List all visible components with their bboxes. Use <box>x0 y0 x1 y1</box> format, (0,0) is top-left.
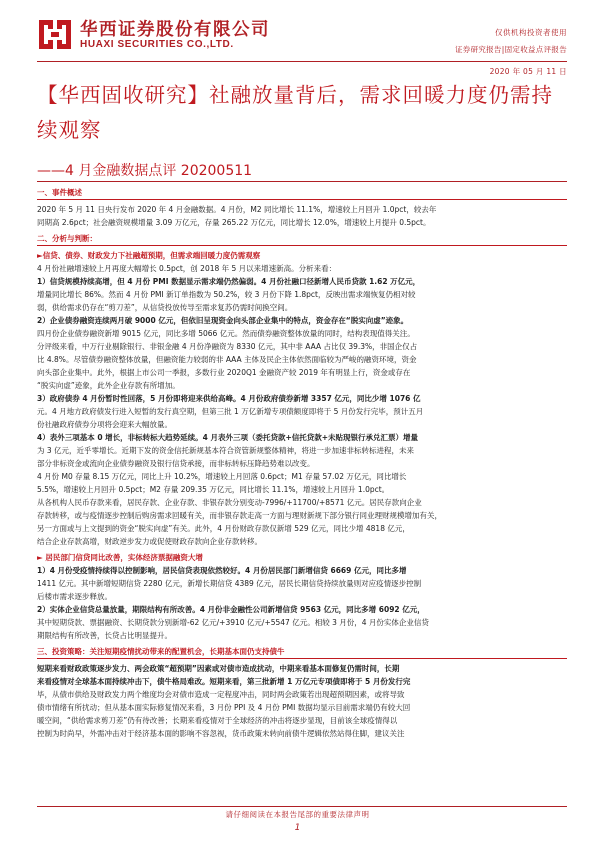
paragraph-line: 4 月份 M0 存量 8.15 万亿元，同比上升 10.2%，增速较上月回落 0.6pct；M1 存量 57.02 万亿元，同比增长 <box>37 472 407 481</box>
paragraph-line: 后楼市需求逐步释放。 <box>37 592 112 601</box>
paragraph-line: 同期高 2.6pct；社会融资规模增量 3.09 万亿元，存量 265.22 万亿元，同比增长 12.0%，增速较上月提升 0.5pct。 <box>37 218 431 227</box>
huaxi-logo-icon <box>37 16 73 52</box>
paragraph-line: 控制为时尚早，外需冲击对于经济基本面的影响不容忽视，货币政策未转向前债牛逻辑依然站得住脚，建议关注 <box>37 729 405 738</box>
paragraph-line: 3）政府债券 4 月份暂时性回落，5 月份即将迎来供给高峰。4 月份政府债券新增 3357 亿元，同比少增 1076 亿 <box>37 394 421 403</box>
company-name-en: HUAXI SECURITIES CO.,LTD. <box>80 39 234 50</box>
paragraph-line: 短期来看财政政策逐步发力、两会政策“超预期”因素或对债市造成扰动，中期来看基本面修复仍需时间，长期 <box>37 664 400 673</box>
paragraph-line: 从各机构人民币存款来看，居民存款、企业存款、非银存款分别变动-7996/+11700/+8571 亿元。居民存款向企业 <box>37 498 422 507</box>
paragraph-line: 1）信贷规模持续高增，但 4 月份 PMI 数据显示需求端仍然偏弱。4 月份社融口径新增人民币贷款 1.62 万亿元， <box>37 277 421 286</box>
paragraph-line: 弱，供给需求仍存在“剪刀差”，从信贷投放传导至需求复苏仍需时间换空间。 <box>37 303 293 312</box>
paragraph-line: 5.5%，增速较上月回升 0.5pct；M2 存量 209.35 万亿元，同比增长 11.1%，增速较上月回升 1.0pct。 <box>37 485 390 494</box>
paragraph-line: 期限结构有所改善，长贷占比明显提升。 <box>37 631 172 640</box>
paragraph-line: 来看疫情对全球基本面持续冲击下，债牛格局难改。短期来看，第三批新增 1 万亿元专项债即将于 5 月份发行完 <box>37 677 411 686</box>
paragraph-line: 分评级来看，中万行业剔除银行、非银金融 4 月份净融资为 8330 亿元，其中非 AAA 占比仅 39.3%，非国企仅占 <box>37 342 418 351</box>
paragraph-line: 毕，从债市供给及财政发力两个维度均会对债市造成一定程度冲击，同时两会政策若出现超预期因素，或将导致 <box>37 690 405 699</box>
subsection-heading: ►信贷、债券、财政发力下社融超预期，但需求端回暖力度仍需观察 <box>37 251 261 260</box>
paragraph-line: 4）表外三项基本 0 增长，非标转标大趋势延续。4 月表外三项（委托贷款+信托贷款+未贴现银行承兑汇票）增量 <box>37 433 419 442</box>
paragraph-line: 2020 年 5 月 11 日央行发布 2020 年 4 月金融数据。4 月份，M2 同比增长 11.1%，增速较上月回升 1.0pct，较去年 <box>37 205 437 214</box>
report-title: 【华西固收研究】社融放量背后，需求回暖力度仍需持续观察 <box>37 83 553 142</box>
paragraph-line: 另一方面或与上文提到的资金“脱实向虚”有关。此外，4 月份财政存款仅新增 529 亿元，同比少增 4818 亿元， <box>37 524 410 533</box>
audience-note: 仅供机构投资者使用 <box>495 28 567 37</box>
paragraph-line: 暖空间，“供给需求剪刀差”仍有待改善；长期来看疫情对于全球经济的冲击将逐步显现，目前该全球疫情得以 <box>37 716 398 725</box>
header-divider <box>37 61 567 62</box>
footer-divider <box>37 806 567 807</box>
paragraph-line: 4 月份社融增速较上月再度大幅增长 0.5pct，创 2018 年 5 月以来增速新高。分析来看： <box>37 264 337 273</box>
paragraph-line: 2）实体企业信贷总量放量，期限结构有所改善。4 月份非金融性公司新增信贷 9563 亿元，同比多增 6092 亿元， <box>37 605 425 614</box>
section-heading-3: 三、投资策略：关注短期疫情扰动带来的配置机会，长期基本面仍支持债牛 <box>37 645 567 659</box>
report-type: 证券研究报告|固定收益点评报告 <box>454 45 567 54</box>
paragraph-line: 其中短期贷款、票据融资、长期贷款分别新增-62 亿元/+3910 亿元/+5547 亿元。相较 3 月份，4 月份实体企业信贷 <box>37 618 429 627</box>
paragraph-line: 向头部企业集中。此外，根据上市公司一季报，多数行业 2020Q1 金融资产较 2019 年有明显上行，资金或存在 <box>37 368 411 377</box>
report-body <box>37 186 567 740</box>
paragraph-line: 部分非标资金或流向企业债券融资及银行信贷承接，而非标转标压降趋势难以改变。 <box>37 459 315 468</box>
paragraph-line: 1）4 月份受疫情持续得以控制影响，居民信贷表现依然较好。4 月份居民部门新增信贷 6669 亿元，同比多增 <box>37 566 407 575</box>
paragraph-line: 元。4 月地方政府债发行进入短暂的发行真空期，但第三批 1 万亿新增专项债额度即将于 5 月份发行完毕，预计五月 <box>37 407 424 416</box>
paragraph-line: 为 3 亿元，近乎零增长。近期下发的资金信托新规基本符合资管新规整体精神，将进一步加速非标转标进程，未来 <box>37 446 415 455</box>
paragraph-line: 存款转移，或与疫情逐步控制后购房需求回暖有关，而非银存款走高一方面与理财新规下部分银行同业理财规模增加有关， <box>37 511 442 520</box>
section-heading-1: 一、事件概述 <box>37 186 567 200</box>
paragraph-line: 结合企业存款高增，财政逆步发力或促使财政存款向企业存款转移。 <box>37 537 262 546</box>
paragraph-line: 债市情绪有所扰动；但从基本面实际修复情况来看，3 月份 PPI 及 4 月份 PMI 数据均显示目前需求端仍有较大回 <box>37 703 411 712</box>
paragraph-line: 2）企业债券融资连续两月破 9000 亿元，但依旧呈现资金向头部企业集中的特点，资金存在“脱实向虚”迹象。 <box>37 316 409 325</box>
company-name-cn: 华西证券股份有限公司 <box>80 20 270 40</box>
report-date: 2020 年 05 月 11 日 <box>489 67 567 76</box>
paragraph-line: 增量同比增长 86%。然而 4 月份 PMI 新订单指数为 50.2%，较 3 月份下降 1.8pct，反映出需求端恢复仍相对较 <box>37 290 416 299</box>
paragraph-line: 份社融政府债券分项将会迎来大幅放量。 <box>37 420 172 429</box>
section-heading-2: 二、分析与判断： <box>37 232 567 246</box>
paragraph-line: 四月份企业债券融资新增 9015 亿元，同比多增 5066 亿元。然而债券融资整体放量的同时，结构表现值得关注。 <box>37 329 415 338</box>
legal-notice: 请仔细阅读在本报告尾部的重要法律声明 <box>225 810 370 819</box>
paragraph-line: 比 4.8%。尽管债券融资整体放量，但融资能力较弱的非 AAA 主体及民企主体依然面临较为严峻的融资环境，资金 <box>37 355 417 364</box>
subsection-heading: ► 居民部门信贷同比改善，实体经济票据融资大增 <box>37 553 203 562</box>
paragraph-line: “脱实向虚”迹象，此外企业存款有所增加。 <box>37 381 180 390</box>
paragraph-line: 1411 亿元。其中新增短期信贷 2280 亿元，新增长期信贷 4389 亿元，居民长期信贷持续放量则对应疫情逐步控制 <box>37 579 422 588</box>
subtitle-divider <box>37 181 567 182</box>
report-subtitle: ——4 月金融数据点评 20200511 <box>37 163 253 179</box>
page-number: 1 <box>294 823 301 833</box>
